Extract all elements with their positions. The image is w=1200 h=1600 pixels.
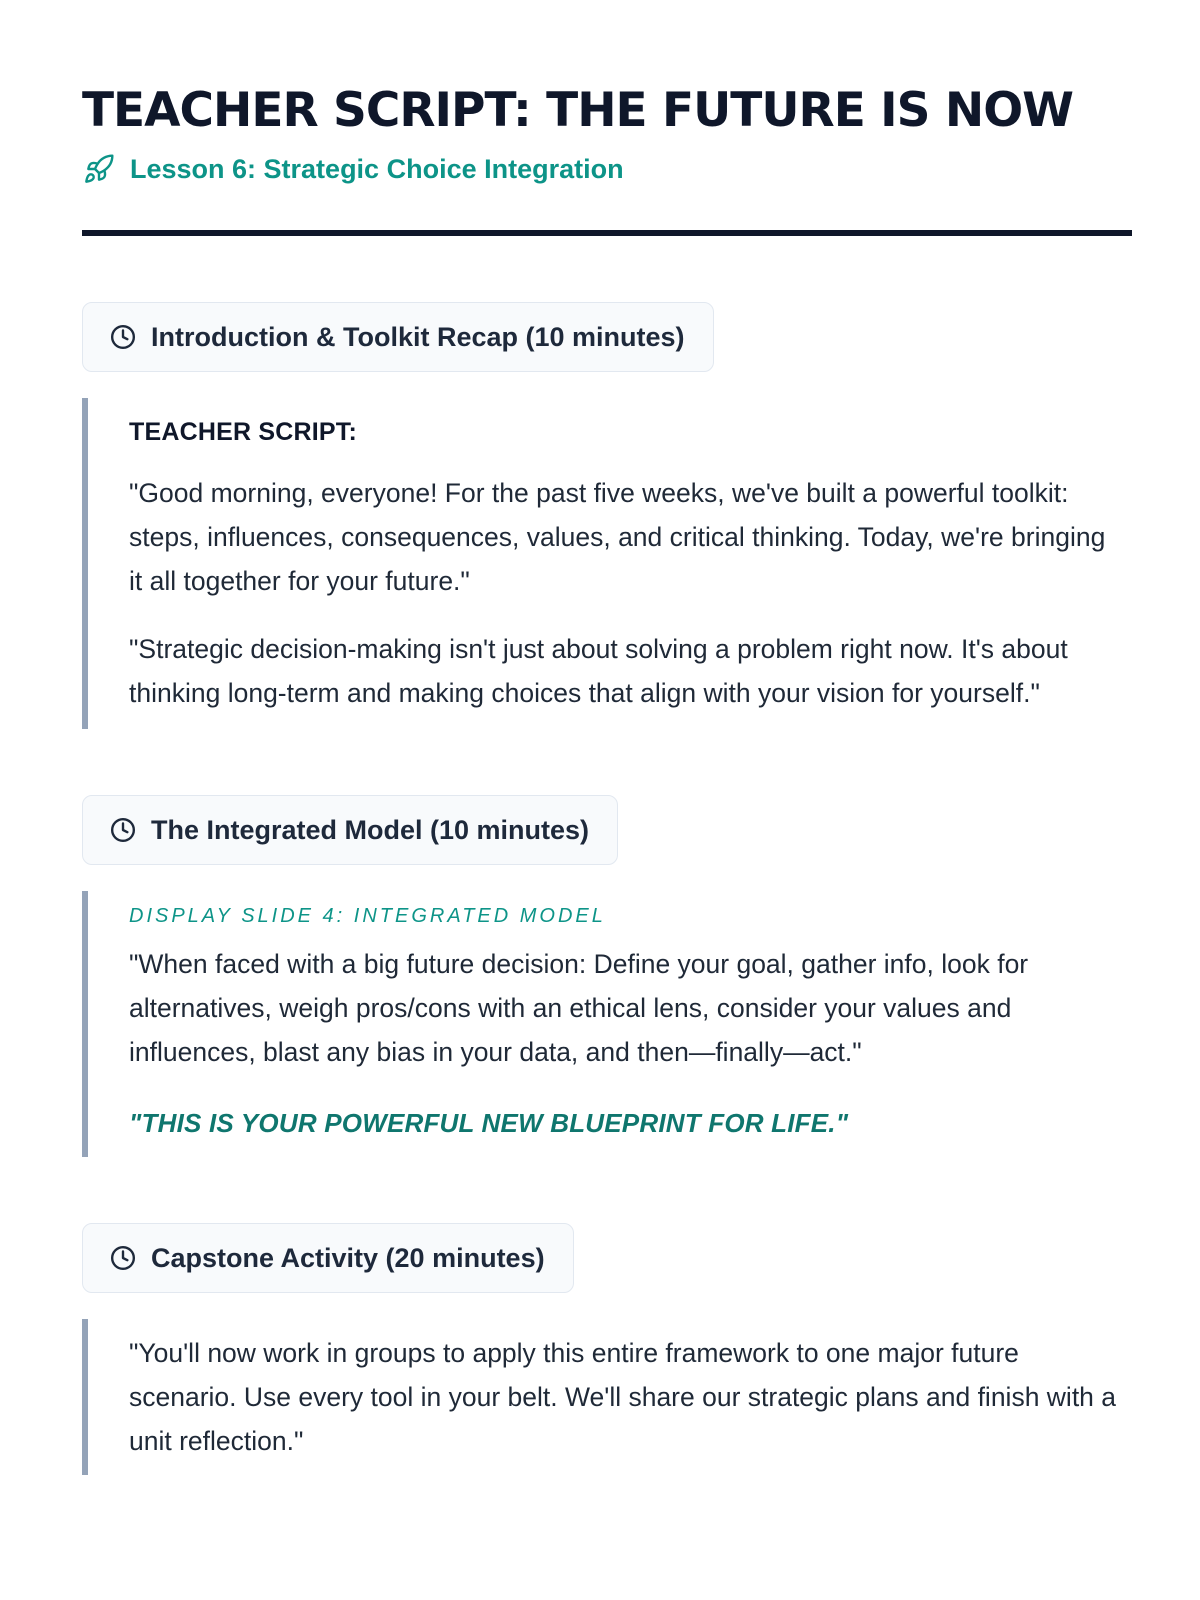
clock-icon (110, 1245, 136, 1271)
script-block (82, 1319, 1132, 1475)
section-heading: The Integrated Model (10 minutes) (151, 814, 590, 845)
title-divider (82, 230, 1132, 236)
section-heading-pill (82, 795, 618, 865)
script-paragraph: "When faced with a big future decision: Define your goal, gather info, look for alternatives, weigh pros/cons with an ethical lens, consider your values and influences, blast any bias in your data, and then—finally—act." (129, 949, 1029, 1067)
section-heading-pill (82, 1223, 574, 1293)
rocket-icon (82, 152, 116, 186)
section-heading-pill (82, 302, 714, 372)
script-paragraph: "Strategic decision-making isn't just about solving a problem right now. It's about thinking long-term and making choices that align with your vision for yourself." (129, 634, 1068, 708)
clock-icon (110, 324, 136, 350)
section-integrated-model (82, 795, 1132, 1157)
slide-cue: DISPLAY SLIDE 4: INTEGRATED MODEL (129, 905, 606, 927)
section-heading: Capstone Activity (20 minutes) (151, 1242, 545, 1273)
script-block (82, 891, 1132, 1157)
section-introduction (82, 302, 1132, 729)
script-block (82, 398, 1132, 729)
section-heading: Introduction & Toolkit Recap (10 minutes) (151, 321, 685, 352)
script-paragraph: "Good morning, everyone! For the past five weeks, we've built a powerful toolkit: steps, influences, consequences, values, and critical thinking. Today, we're bringing it all together for your future." (129, 478, 1106, 596)
section-capstone (82, 1223, 1132, 1475)
lesson-subtitle-row (82, 152, 1132, 186)
page-title: TEACHER SCRIPT: THE FUTURE IS NOW (82, 83, 1073, 138)
emphasis-quote: "THIS IS YOUR POWERFUL NEW BLUEPRINT FOR LIFE." (129, 1108, 849, 1138)
script-paragraph: "You'll now work in groups to apply this entire framework to one major future scenario. Use every tool in your belt. We'll share our strategic plans and finish with a unit reflection." (129, 1338, 1117, 1456)
teacher-script-label: TEACHER SCRIPT: (129, 418, 358, 446)
lesson-subtitle: Lesson 6: Strategic Choice Integration (130, 153, 624, 184)
clock-icon (110, 817, 136, 843)
